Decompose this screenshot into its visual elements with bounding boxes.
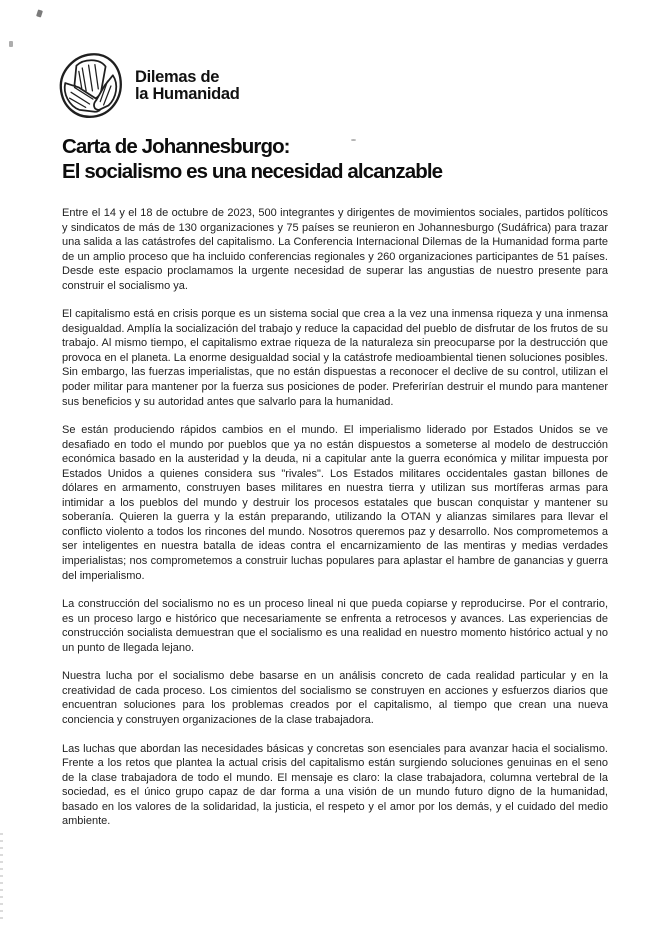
logo-wordmark (135, 69, 240, 104)
logo (56, 50, 240, 122)
scan-artifact (36, 9, 43, 17)
logo-line-2: la Humanidad (135, 85, 240, 103)
paragraph: Nuestra lucha por el socialismo debe basarse en un análisis concreto de cada realidad particular y en la creatividad de cada proceso. Los cimientos del socialismo se construyen en acciones y esfuerzos diarios que encuentran soluciones para los problemas creados por el capitalismo, al tiempo que crean una nueva conciencia y construyen organizaciones de la clase trabajadora. (62, 670, 608, 726)
title-line-2: El socialismo es una necesidad alcanzable (62, 160, 443, 183)
paragraph: Entre el 14 y el 18 de octubre de 2023, 500 integrantes y dirigentes de movimientos sociales, partidos políticos y sindicatos de más de 130 organizaciones y 75 países se reunieron en Johannesburgo (Sudáfrica) para trazar una salida a las catástrofes del capitalismo. La Conferencia Internacional Dilemas de la Humanidad forma parte de un amplio proceso que ha incluido conferencias regionales y 260 organizaciones participantes de 51 países. Desde este espacio proclamamos la urgente necesidad de superar las angustias de nuestro presente para construir el socialismo ya. (62, 207, 608, 292)
paragraph: La construcción del socialismo no es un proceso lineal ni que pueda copiarse y reproducirse. Por el contrario, es un proceso largo e histórico que necesariamente se enfrenta a retrocesos y avances. Las experiencias de construcción socialista demuestran que el socialismo es una realidad en nuestro momento histórico actual y no un punto de llegada lejano. (62, 598, 608, 654)
scan-artifact (9, 41, 13, 47)
logo-line-1: Dilemas de (135, 67, 220, 86)
paragraph: El capitalismo está en crisis porque es un sistema social que crea a la vez una inmensa riqueza y una inmensa desigualdad. Amplía la socialización del trabajo y reduce la capacidad del pueblo de disfrutar de los frutos de su trabajo. Al mismo tiempo, el capitalismo extrae riqueza de la naturaleza sin preocuparse por la destrucción que provoca en el planeta. La enorme desigualdad social y la catástrofe medioambiental tienen soluciones posibles. Sin embargo, las fuerzas imperialistas, que no están dispuestas a reconocer el declive de su control, utilizan el poder militar para mantener por la fuerza sus posiciones de poder. Preferirían destruir el mundo para mantener sus beneficios y su autoridad antes que salvarlo para la humanidad. (62, 308, 608, 408)
paragraph: Se están produciendo rápidos cambios en el mundo. El imperialismo liderado por Estados Unidos se ve desafiado en todo el mundo por pueblos que ya no están dispuestos a someterse al modelo de destrucción económica basado en la austeridad y la deuda, ni a capitular ante la guerra económica y militar impuesta por Estados Unidos a quienes considera sus "rivales". Los Estados militares occidentales gastan billones de dólares en armamento, construyen bases militares en nuestra tierra y utilizan sus mortíferas armas para intimidar a los pueblos del mundo y destruir los procesos estatales que buscan conquistar y mantener su soberanía. Quieren la guerra y la están preparando, utilizando la OTAN y alianzas similares para llevar el conflicto violento a todos los rincones del mundo. Nosotros queremos paz y desarrollo. Nos comprometemos a ser inteligentes en nuestra batalla de ideas contra el encarnizamiento de las mentiras y medias verdades imperialistas; nos comprometemos a construir luchas populares para aplastar el hambre de ganancias y guerra del imperialismo. (62, 424, 608, 582)
scan-artifact (0, 833, 3, 921)
document-body (62, 206, 608, 843)
page-title (62, 134, 442, 184)
paragraph: Las luchas que abordan las necesidades básicas y concretas son esenciales para avanzar hacia el socialismo. Frente a los retos que plantea la actual crisis del capitalismo están surgiendo soluciones genuinas en el seno de la clase trabajadora de todo el mundo. El mensaje es claro: la clase trabajadora, columna vertebral de la sociedad, es el único grupo capaz de dar forma a una visión de un mundo futuro digno de la humanidad, basado en los valores de la solidaridad, la justicia, el respeto y el amor por los demás, y el cuidado del medio ambiente. (62, 742, 608, 828)
title-line-1: Carta de Johannesburgo: (62, 135, 290, 158)
hands-circle-icon (56, 50, 126, 122)
